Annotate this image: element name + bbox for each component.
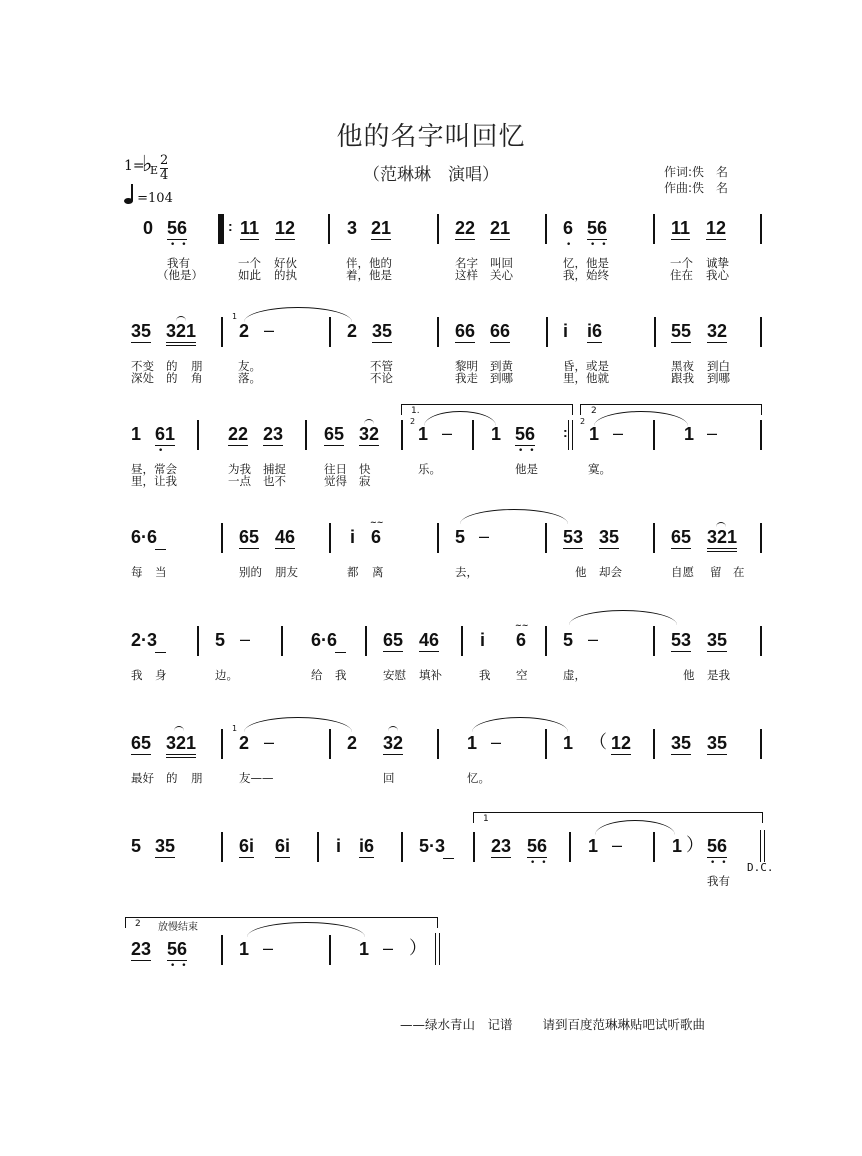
lyric: 到黄 <box>490 359 513 373</box>
lyric: 却会 <box>599 565 622 579</box>
dash: – <box>240 629 251 649</box>
credits <box>664 164 728 196</box>
open-paren: （ <box>589 732 607 752</box>
da-capo-marking: D.C. <box>747 861 774 874</box>
lyric: 觉得 <box>324 474 347 488</box>
note: 35 <box>671 733 692 753</box>
tie <box>472 717 568 732</box>
listen-note: 请到百度范琳琳贴吧试听歌曲 <box>542 1017 705 1032</box>
key-label: 1= <box>124 158 145 174</box>
lyric: 伴，他的 <box>346 256 392 270</box>
staff-row-3 <box>0 406 862 496</box>
low-octave-dots: •• <box>710 858 733 868</box>
note: 65 <box>131 733 152 753</box>
note: 35 <box>707 733 728 753</box>
note: 12 <box>706 218 727 238</box>
dash: – <box>612 835 623 855</box>
lyric: 为我 <box>228 462 251 476</box>
lyric: 安慰 <box>383 668 406 682</box>
barline <box>760 626 762 656</box>
lyric: 的 <box>166 371 178 385</box>
lyric: 捕捉 <box>263 462 286 476</box>
note: 46 <box>419 630 440 650</box>
note: 6 <box>371 527 382 547</box>
composer: 作曲:佚 名 <box>664 181 729 195</box>
lyric: 往日 <box>324 462 347 476</box>
barline <box>653 729 655 759</box>
barline <box>281 626 283 656</box>
volta-bracket-1 <box>401 404 573 415</box>
grace-note: 2 <box>410 417 416 426</box>
note: 21 <box>490 218 511 238</box>
barline <box>461 626 463 656</box>
note: 56 <box>167 218 188 238</box>
lyric: 自愿 <box>671 565 694 579</box>
note: 56 <box>515 424 536 444</box>
lyric: 的执 <box>274 268 297 282</box>
note: i <box>350 527 356 547</box>
barline <box>401 420 403 450</box>
volta-number: 1 <box>483 814 489 824</box>
note: 21 <box>371 218 392 238</box>
barline <box>305 420 307 450</box>
note: 12 <box>275 218 296 238</box>
note: 6·6 <box>131 527 158 547</box>
lyric: 我，始终 <box>563 268 609 282</box>
barline <box>329 523 331 553</box>
lyric: 别的 <box>239 565 262 579</box>
note: 1 <box>563 733 574 753</box>
lyric: 友。 <box>238 359 261 373</box>
barline <box>317 832 319 862</box>
note: 1 <box>131 424 142 444</box>
lyric: 黑夜 <box>671 359 694 373</box>
lyric: 我 <box>479 668 491 682</box>
barline <box>197 420 199 450</box>
staff-row-1 <box>0 210 862 290</box>
barline <box>760 317 762 347</box>
volta-number: 2 <box>135 919 141 929</box>
grace-note: 1 <box>232 724 238 733</box>
lyric: 我 <box>131 668 143 682</box>
note: 66 <box>490 321 511 341</box>
note: i <box>563 321 569 341</box>
barline <box>760 729 762 759</box>
lyric: 朋 <box>191 771 203 785</box>
note: 3 <box>347 218 358 238</box>
staff-row-4 <box>0 519 862 599</box>
barline <box>654 317 656 347</box>
lyric: 到哪 <box>490 371 513 385</box>
note: 53 <box>671 630 692 650</box>
note: 6·6 <box>311 630 338 650</box>
lyric: 我心 <box>706 268 729 282</box>
barline <box>221 832 223 862</box>
close-paren: ） <box>686 835 704 855</box>
barline <box>221 935 223 965</box>
low-octave-dots: •• <box>590 240 613 250</box>
tie <box>244 307 352 322</box>
dash: – <box>613 423 624 443</box>
barline <box>653 832 655 862</box>
lyric: 朋 <box>191 359 203 373</box>
lyric: 边。 <box>215 668 238 682</box>
note: 5 <box>563 630 574 650</box>
note: 2 <box>347 733 358 753</box>
note: 321 <box>166 733 196 758</box>
volta-number: 1. <box>411 406 420 416</box>
note: 12 <box>611 733 632 753</box>
barline <box>569 832 571 862</box>
dash: – <box>491 732 502 752</box>
note: 55 <box>671 321 692 341</box>
flat-icon: ♭ <box>142 152 153 177</box>
staff-row-8 <box>0 919 862 1011</box>
note: 0 <box>143 218 154 238</box>
note: 23 <box>491 836 512 856</box>
slur <box>174 726 184 731</box>
barline <box>473 832 475 862</box>
lyric: 不论 <box>370 371 393 385</box>
dash: – <box>264 320 275 340</box>
note: 321 <box>707 527 737 552</box>
barline <box>653 523 655 553</box>
low-octave-dot: • <box>566 240 578 250</box>
transcriber-credit: ——绿水青山 记谱 <box>400 1017 513 1032</box>
lyric: （他是） <box>157 268 203 282</box>
lyric: 去， <box>455 565 478 579</box>
tempo-value: =104 <box>137 191 173 206</box>
lyric: 回 <box>383 771 395 785</box>
lyric: 寞。 <box>588 462 611 476</box>
barline <box>546 317 548 347</box>
lyric: 到哪 <box>707 371 730 385</box>
mordent-icon: ~~ <box>370 518 384 527</box>
note: 6i <box>275 836 291 856</box>
key-note: E <box>150 164 159 177</box>
lyric: 我走 <box>455 371 478 385</box>
slur <box>388 726 398 731</box>
lyric: 昼，常会 <box>131 462 177 476</box>
note: i6 <box>359 836 375 856</box>
note: 65 <box>324 424 345 444</box>
lyric: 填补 <box>419 668 442 682</box>
note: 66 <box>455 321 476 341</box>
barline <box>401 832 403 862</box>
time-signature <box>160 154 168 183</box>
note: 56 <box>167 939 188 959</box>
barline <box>328 214 330 244</box>
lyric: 身 <box>155 668 167 682</box>
note: 5 <box>455 527 466 547</box>
lyric: 这样 <box>455 268 478 282</box>
note: 56 <box>527 836 548 856</box>
final-barline <box>760 830 765 862</box>
lyric: 我有 <box>707 874 730 888</box>
lyric: 虚， <box>563 668 586 682</box>
note: 23 <box>263 424 284 444</box>
lyric: 空 <box>516 668 528 682</box>
note: 32 <box>383 733 404 753</box>
note: 1 <box>239 939 250 959</box>
barline <box>545 729 547 759</box>
note: 22 <box>455 218 476 238</box>
low-octave-dots: •• <box>170 961 193 971</box>
barline <box>365 626 367 656</box>
barline <box>760 523 762 553</box>
note: i6 <box>587 321 603 341</box>
note: 11 <box>671 218 691 238</box>
barline <box>545 626 547 656</box>
note: 2 <box>239 733 250 753</box>
note: 2 <box>239 321 250 341</box>
barline <box>437 729 439 759</box>
note: 1 <box>588 836 599 856</box>
barline <box>197 626 199 656</box>
barline <box>653 626 655 656</box>
barline <box>545 523 547 553</box>
lyric: 我 <box>335 668 347 682</box>
lyric: 名字 <box>455 256 478 270</box>
lyric: 里，让我 <box>131 474 177 488</box>
lyric: 关心 <box>490 268 513 282</box>
volta-bracket-2 <box>580 404 762 415</box>
time-top: 2 <box>160 153 169 168</box>
note: 65 <box>671 527 692 547</box>
tie <box>244 717 352 732</box>
barline <box>221 523 223 553</box>
lyric: 我有 <box>167 256 190 270</box>
lyricist: 作词:佚 名 <box>664 165 729 179</box>
grace-note: 1 <box>232 312 238 321</box>
low-octave-dots: •• <box>530 858 553 868</box>
lyric: 他 <box>683 668 695 682</box>
barline <box>472 420 474 450</box>
repeat-dots: : <box>563 424 568 440</box>
lyric: 的 <box>166 359 178 373</box>
lyric: 朋友 <box>275 565 298 579</box>
lyric: 是我 <box>707 668 730 682</box>
staff-row-7 <box>0 814 862 908</box>
note: 1 <box>467 733 478 753</box>
note: 5·3 <box>419 836 446 856</box>
lyric: 留 <box>710 565 722 579</box>
lyric: 给 <box>311 668 323 682</box>
note: 56 <box>587 218 608 238</box>
note: 1 <box>589 424 600 444</box>
barline <box>221 729 223 759</box>
mordent-icon: ~~ <box>515 621 529 630</box>
lyric: 离 <box>372 565 384 579</box>
barline <box>437 523 439 553</box>
lyric: 黎明 <box>455 359 478 373</box>
time-bottom: 4 <box>160 168 169 183</box>
lyric: 一个 <box>670 256 693 270</box>
lyric: 他 <box>575 565 587 579</box>
barline <box>653 214 655 244</box>
quarter-note-icon <box>124 198 133 204</box>
tempo-marking <box>124 191 173 206</box>
performer-subtitle: （范琳琳 演唱） <box>363 165 499 185</box>
underline <box>155 548 166 550</box>
lyric: 住在 <box>670 268 693 282</box>
lyric: 角 <box>191 371 203 385</box>
note: 1 <box>418 424 429 444</box>
lyric: 不管 <box>370 359 393 373</box>
note: 1 <box>684 424 695 444</box>
dash: – <box>479 526 490 546</box>
lyric: 忆。 <box>467 771 490 785</box>
note: 1 <box>491 424 502 444</box>
note: 2 <box>347 321 358 341</box>
note: 56 <box>707 836 728 856</box>
note: 5 <box>215 630 226 650</box>
lyric: 里，他就 <box>563 371 609 385</box>
tie <box>569 610 677 625</box>
note: 32 <box>359 424 380 444</box>
note: 2·3 <box>131 630 158 650</box>
dash: – <box>707 423 718 443</box>
note: 35 <box>599 527 620 547</box>
lyric: 他是 <box>515 462 538 476</box>
tie <box>460 509 568 524</box>
lyric: 落。 <box>238 371 261 385</box>
repeat-end-barline <box>568 420 573 450</box>
lyric: 叫回 <box>490 256 513 270</box>
note: 6 <box>563 218 574 238</box>
note: 65 <box>239 527 260 547</box>
repeat-start-barline <box>218 214 224 244</box>
note: 6i <box>239 836 255 856</box>
lyric: 一个 <box>238 256 261 270</box>
lyric: 如此 <box>238 268 261 282</box>
low-octave-dot: • <box>158 446 170 456</box>
lyric: 每 <box>131 565 143 579</box>
note: 35 <box>707 630 728 650</box>
repeat-dots: : <box>228 218 233 234</box>
underline <box>335 651 346 653</box>
key-signature <box>124 152 169 183</box>
note: 35 <box>372 321 393 341</box>
dash: – <box>264 732 275 752</box>
barline <box>437 214 439 244</box>
lyric: 一点 <box>228 474 251 488</box>
barline <box>760 420 762 450</box>
note: 11 <box>240 218 260 238</box>
lyric: 跟我 <box>671 371 694 385</box>
lyric: 在 <box>733 565 745 579</box>
barline <box>545 214 547 244</box>
barline <box>329 729 331 759</box>
note: 53 <box>563 527 584 547</box>
lyric: 的 <box>166 771 178 785</box>
barline <box>437 317 439 347</box>
ending-instruction: 放慢结束 <box>158 922 198 933</box>
lyric: 都 <box>347 565 359 579</box>
final-barline <box>435 933 440 965</box>
note: i <box>480 630 486 650</box>
staff-row-5 <box>0 622 862 702</box>
barline <box>653 420 655 450</box>
note: 32 <box>707 321 728 341</box>
note: 321 <box>166 321 196 346</box>
note: i <box>336 836 342 856</box>
lyric: 好伙 <box>274 256 297 270</box>
dash: – <box>442 423 453 443</box>
barline <box>760 214 762 244</box>
lyric: 友—— <box>239 771 274 785</box>
underline <box>155 651 166 653</box>
note: 5 <box>131 836 142 856</box>
staff-row-6 <box>0 725 862 805</box>
lyric: 寂 <box>359 474 371 488</box>
lyric: 最好 <box>131 771 154 785</box>
footer <box>400 1015 705 1033</box>
dash: – <box>263 938 274 958</box>
lyric: 当 <box>155 565 167 579</box>
barline <box>329 935 331 965</box>
dash: – <box>383 938 394 958</box>
note: 35 <box>131 321 152 341</box>
lyric: 忆，他是 <box>563 256 609 270</box>
note: 6 <box>516 630 527 650</box>
note: 46 <box>275 527 296 547</box>
song-title: 他的名字叫回忆 <box>336 122 526 152</box>
lyric: 着，他是 <box>346 268 392 282</box>
staff-row-2 <box>0 313 862 393</box>
volta-number: 2 <box>591 406 597 416</box>
lyric: 昏，或是 <box>563 359 609 373</box>
barline <box>329 317 331 347</box>
note: 61 <box>155 424 176 444</box>
lyric: 快 <box>359 462 371 476</box>
lyric: 深处 <box>131 371 154 385</box>
low-octave-dots: •• <box>518 446 541 456</box>
barline <box>221 317 223 347</box>
note: 35 <box>155 836 176 856</box>
close-paren: ） <box>409 938 427 958</box>
lyric: 不变 <box>131 359 154 373</box>
dash: – <box>588 629 599 649</box>
underline <box>443 857 454 859</box>
lyric: 也不 <box>263 474 286 488</box>
note: 23 <box>131 939 152 959</box>
note: 65 <box>383 630 404 650</box>
low-octave-dots: •• <box>170 240 193 250</box>
note: 22 <box>228 424 249 444</box>
note: 1 <box>672 836 683 856</box>
lyric: 乐。 <box>418 462 441 476</box>
lyric: 到白 <box>707 359 730 373</box>
note: 1 <box>359 939 370 959</box>
lyric: 诚挚 <box>706 256 729 270</box>
grace-note: 2 <box>580 417 586 426</box>
